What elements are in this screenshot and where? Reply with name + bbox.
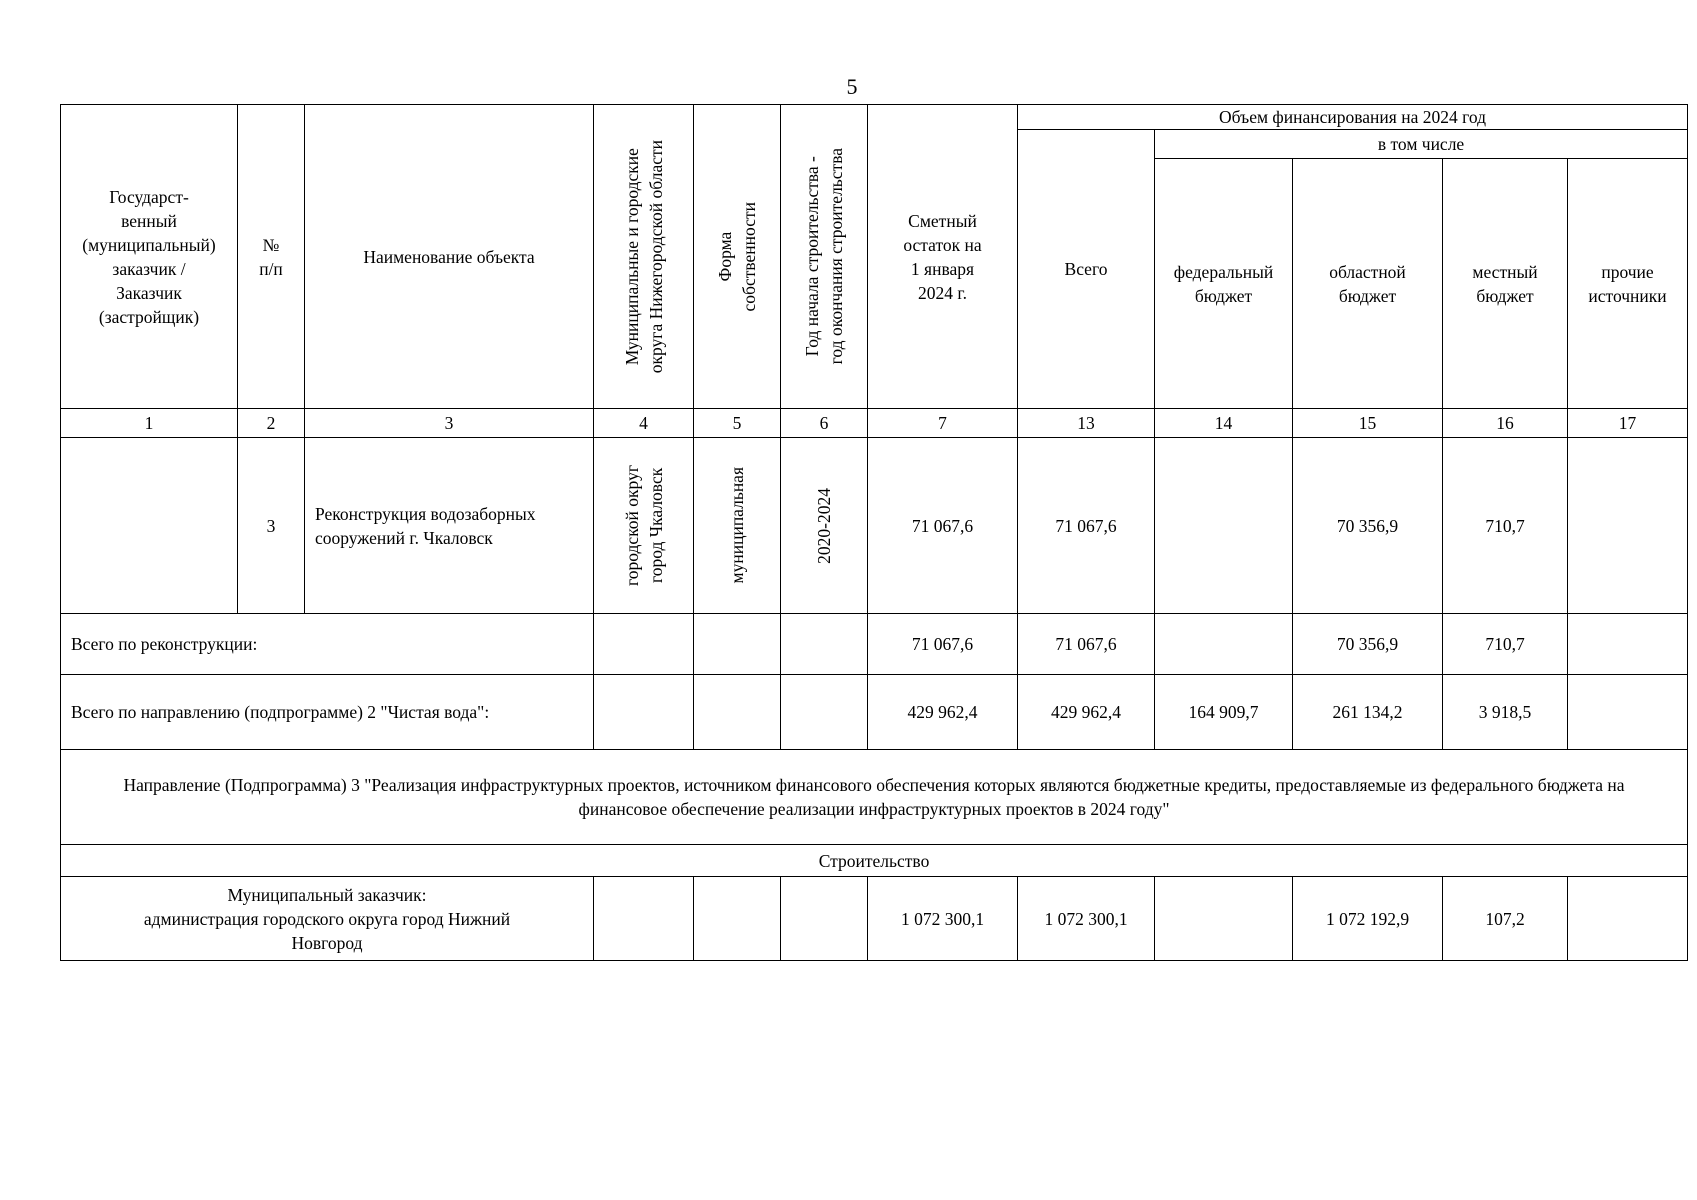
object-total: 71 067,6 [1018,438,1155,614]
column-number: 15 [1293,409,1443,438]
column-number: 14 [1155,409,1293,438]
header-object-name: Наименование объекта [305,105,594,409]
reconstruction-total-regional: 70 356,9 [1293,614,1443,675]
header-number: № п/п [238,105,305,409]
direction-heading: Направление (Подпрограмма) 3 "Реализация инфраструктурных проектов, источником финансового обеспечения которых являются бюджетные кредиты, предоставляемые из федерального бюджета на финансовое обеспечение реализации инфраструктурных проектов в 2024 году" [61,750,1688,845]
column-number: 17 [1568,409,1688,438]
subprogram-total-local: 3 918,5 [1443,675,1568,750]
empty-cell [781,675,868,750]
header-local: местный бюджет [1443,159,1568,409]
table-row-direction-heading [61,750,1688,845]
financing-table [60,104,1688,961]
subprogram-total-label: Всего по направлению (подпрограмме) 2 "Чистая вода": [61,675,594,750]
header-years: Год начала строительства - год окончания строительства [781,105,868,409]
municipal-customer-local: 107,2 [1443,877,1568,961]
reconstruction-total-federal [1155,614,1293,675]
empty-cell [594,675,694,750]
column-number: 16 [1443,409,1568,438]
object-municipality: городской округ город Чкаловск [594,438,694,614]
municipal-customer-label: Муниципальный заказчик: администрация городского округа город Нижний Новгород [61,877,594,961]
table-row-subprogram-total [61,675,1688,750]
subprogram-total-other [1568,675,1688,750]
header-regional: областной бюджет [1293,159,1443,409]
header-customer: Государст- венный (муниципальный) заказчик / Заказчик (застройщик) [61,105,238,409]
table-row-municipal-customer [61,877,1688,961]
header-municipalities: Муниципальные и городские округа Нижегородской области [594,105,694,409]
header-including: в том числе [1155,130,1688,159]
page-number: 5 [846,74,858,99]
object-federal [1155,438,1293,614]
column-number: 1 [61,409,238,438]
header-other: прочие источники [1568,159,1688,409]
column-number: 3 [305,409,594,438]
column-number: 4 [594,409,694,438]
object-years: 2020-2024 [781,438,868,614]
reconstruction-total-local: 710,7 [1443,614,1568,675]
reconstruction-total-total: 71 067,6 [1018,614,1155,675]
municipal-customer-other [1568,877,1688,961]
header-funding-2024: Объем финансирования на 2024 год [1018,105,1688,130]
object-estimate: 71 067,6 [868,438,1018,614]
reconstruction-total-other [1568,614,1688,675]
construction-heading: Строительство [61,845,1688,877]
object-other [1568,438,1688,614]
header-ownership: Форма собственности [694,105,781,409]
column-number: 7 [868,409,1018,438]
column-number: 2 [238,409,305,438]
table-row-construction-heading [61,845,1688,877]
table-row-reconstruction-total [61,614,1688,675]
header-estimate: Сметный остаток на 1 января 2024 г. [868,105,1018,409]
object-regional: 70 356,9 [1293,438,1443,614]
column-number: 13 [1018,409,1155,438]
empty-cell [594,614,694,675]
empty-cell [694,877,781,961]
header-total: Всего [1018,130,1155,409]
empty-cell [694,675,781,750]
object-local: 710,7 [1443,438,1568,614]
municipal-customer-regional: 1 072 192,9 [1293,877,1443,961]
object-ownership: муниципальная [694,438,781,614]
header-federal: федеральный бюджет [1155,159,1293,409]
object-customer-cell [61,438,238,614]
column-numbers-row [61,409,1688,438]
column-number: 6 [781,409,868,438]
reconstruction-total-estimate: 71 067,6 [868,614,1018,675]
empty-cell [594,877,694,961]
empty-cell [781,614,868,675]
column-number: 5 [694,409,781,438]
subprogram-total-estimate: 429 962,4 [868,675,1018,750]
subprogram-total-federal: 164 909,7 [1155,675,1293,750]
table-row-object [61,438,1688,614]
municipal-customer-federal [1155,877,1293,961]
empty-cell [781,877,868,961]
object-number: 3 [238,438,305,614]
header-row-1 [61,105,1688,130]
subprogram-total-total: 429 962,4 [1018,675,1155,750]
subprogram-total-regional: 261 134,2 [1293,675,1443,750]
empty-cell [694,614,781,675]
municipal-customer-total: 1 072 300,1 [1018,877,1155,961]
municipal-customer-estimate: 1 072 300,1 [868,877,1018,961]
reconstruction-total-label: Всего по реконструкции: [61,614,594,675]
object-name: Реконструкция водозаборных сооружений г. Чкаловск [305,438,594,614]
